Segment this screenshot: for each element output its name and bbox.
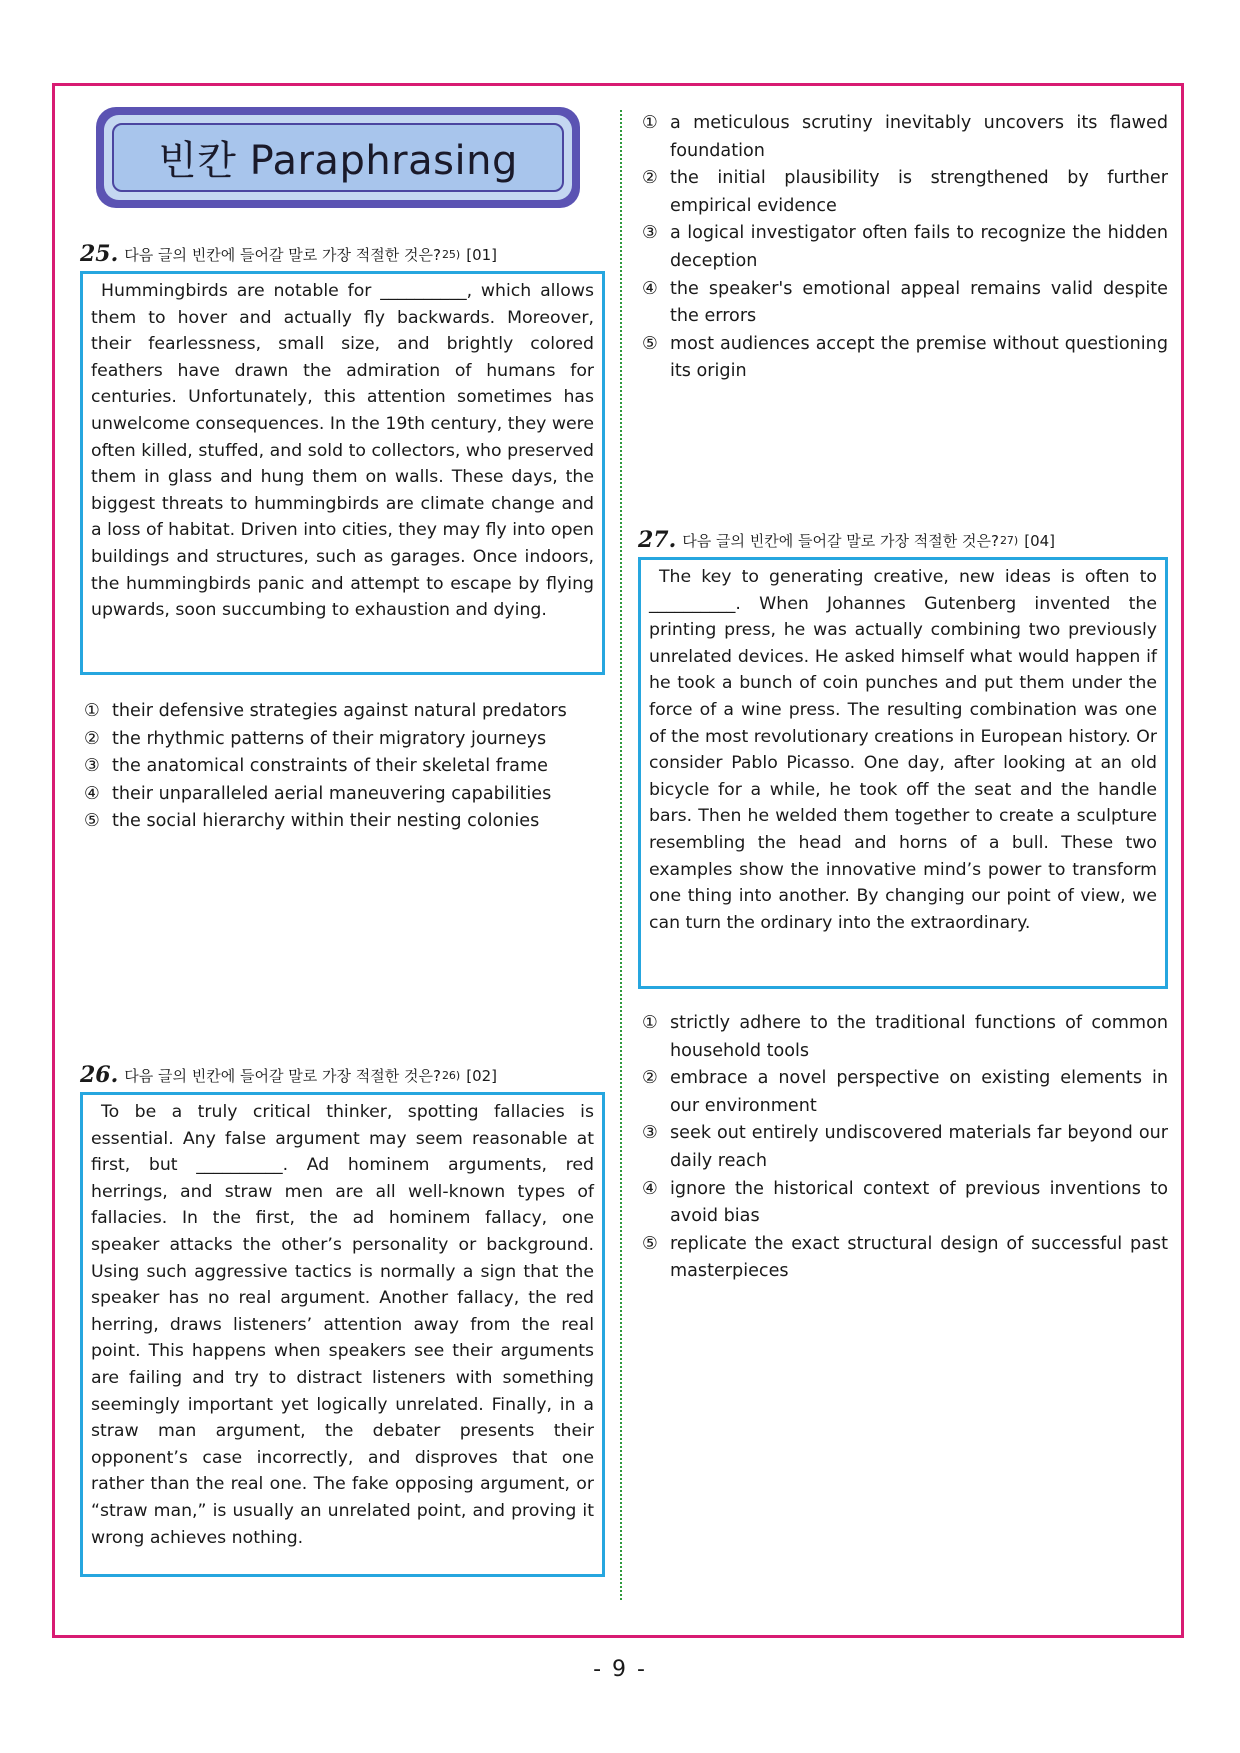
question-code: [01] — [466, 246, 498, 264]
answer-choice[interactable]: ① strictly adhere to the traditional functions of common household tools — [642, 1013, 1168, 1061]
question-27 — [638, 529, 1168, 989]
question-25 — [80, 243, 605, 675]
answer-choice[interactable]: ④ ignore the historical context of previous inventions to avoid bias — [642, 1178, 1168, 1227]
answer-choice[interactable]: ④ their unparalleled aerial maneuvering capabilities — [84, 783, 552, 804]
question-26 — [80, 1064, 605, 1577]
question-number: 26. — [80, 1062, 119, 1088]
page-number: - 9 - — [593, 1657, 647, 1682]
answer-choices-26 — [638, 110, 1168, 386]
question-code: [04] — [1024, 532, 1056, 550]
answer-choice[interactable]: ④ the speaker's emotional appeal remains valid despite the errors — [642, 278, 1168, 327]
answer-choice[interactable]: ⑤ replicate the exact structural design of successful past masterpieces — [642, 1233, 1168, 1282]
answer-choice[interactable]: ③ the anatomical constraints of their skeletal frame — [84, 756, 548, 777]
passage-box: Hummingbirds are notable for __________, which allows them to hover and actually fly backwards. Moreover, their fearlessness, small size, and brightly colored feathers have drawn the admiration of humans for centuries. Unfortunately, this attention sometimes has unwelcome consequences. In the 19th century, they were often killed, stuffed, and sold to collectors, who preserved them in glass and hung them on walls. These days, the biggest threats to hummingbirds are climate change and a loss of habitat. Driven into cities, they may fly into open buildings and structures, such as garages. Once indoors, the hummingbirds panic and attempt to escape by flying upwards, soon succumbing to exhaustion and dying. — [80, 271, 605, 675]
answer-choice[interactable]: ② embrace a novel perspective on existing elements in our environment — [642, 1068, 1168, 1116]
answer-choices-25 — [80, 698, 605, 836]
answer-choice[interactable]: ② the initial plausibility is strengthened by further empirical evidence — [642, 168, 1168, 216]
answer-choice[interactable]: ① their defensive strategies against natural predators — [84, 701, 567, 721]
question-code: [02] — [466, 1067, 498, 1085]
answer-choice[interactable]: ② the rhythmic patterns of their migratory journeys — [84, 728, 547, 749]
question-header — [638, 529, 1168, 551]
answer-choice[interactable]: ① a meticulous scrutiny inevitably uncovers its flawed foundation — [642, 113, 1168, 161]
title-banner — [96, 107, 580, 208]
passage-box: The key to generating creative, new ideas is often to __________. When Johannes Gutenberg invented the printing press, he was actually combining two previously unrelated devices. He asked himself what would happen if he took a bunch of coin punches and put them under the force of a wine press. The resulting combination was one of the most revolutionary creations in European history. Or consider Pablo Picasso. One day, after looking at an old bicycle for a while, he took off the seat and the handle bars. Then he welded them together to create a sculpture resembling the head and horns of a bull. These two examples show the innovative mind’s power to transform one thing into another. By changing our point of view, we can turn the ordinary into the extraordinary. — [638, 557, 1168, 989]
answer-choice[interactable]: ③ a logical investigator often fails to recognize the hidden deception — [642, 223, 1168, 271]
answer-choice[interactable]: ⑤ the social hierarchy within their nesting colonies — [84, 811, 540, 832]
question-number: 27. — [638, 527, 677, 553]
footnote-ref: 26) — [441, 1069, 461, 1082]
question-prompt: 다음 글의 빈칸에 들어갈 말로 가장 적절한 것은? — [682, 532, 999, 550]
question-header — [80, 1064, 605, 1086]
page-title: 빈칸 Paraphrasing — [158, 138, 518, 184]
question-prompt: 다음 글의 빈칸에 들어갈 말로 가장 적절한 것은? — [124, 1067, 441, 1085]
question-prompt: 다음 글의 빈칸에 들어갈 말로 가장 적절한 것은? — [124, 246, 441, 264]
column-divider — [620, 110, 622, 1600]
question-number: 25. — [80, 241, 119, 267]
footnote-ref: 25) — [441, 248, 461, 261]
answer-choice[interactable]: ③ seek out entirely undiscovered materials far beyond our daily reach — [642, 1123, 1168, 1171]
answer-choice[interactable]: ⑤ most audiences accept the premise without questioning its origin — [642, 333, 1168, 382]
answer-choices-27 — [638, 1010, 1168, 1286]
question-header — [80, 243, 605, 265]
footnote-ref: 27) — [999, 534, 1019, 547]
passage-box: To be a truly critical thinker, spotting fallacies is essential. Any false argument may seem reasonable at first, but __________. Ad hominem arguments, red herrings, and straw men are all well-known types of fallacies. In the first, the ad hominem fallacy, one speaker attacks the other’s personality or background. Using such aggressive tactics is normally a sign that the speaker has no real argument. Another fallacy, the red herring, draws listeners’ attention away from the real point. This happens when speakers see their arguments are failing and try to distract listeners with something seemingly important yet logically unrelated. Finally, in a straw man argument, the debater presents their opponent’s case incorrectly, and disproves that one rather than the real one. The fake opposing argument, or “straw man,” is usually an unrelated point, and proving it wrong achieves nothing. — [80, 1092, 605, 1577]
